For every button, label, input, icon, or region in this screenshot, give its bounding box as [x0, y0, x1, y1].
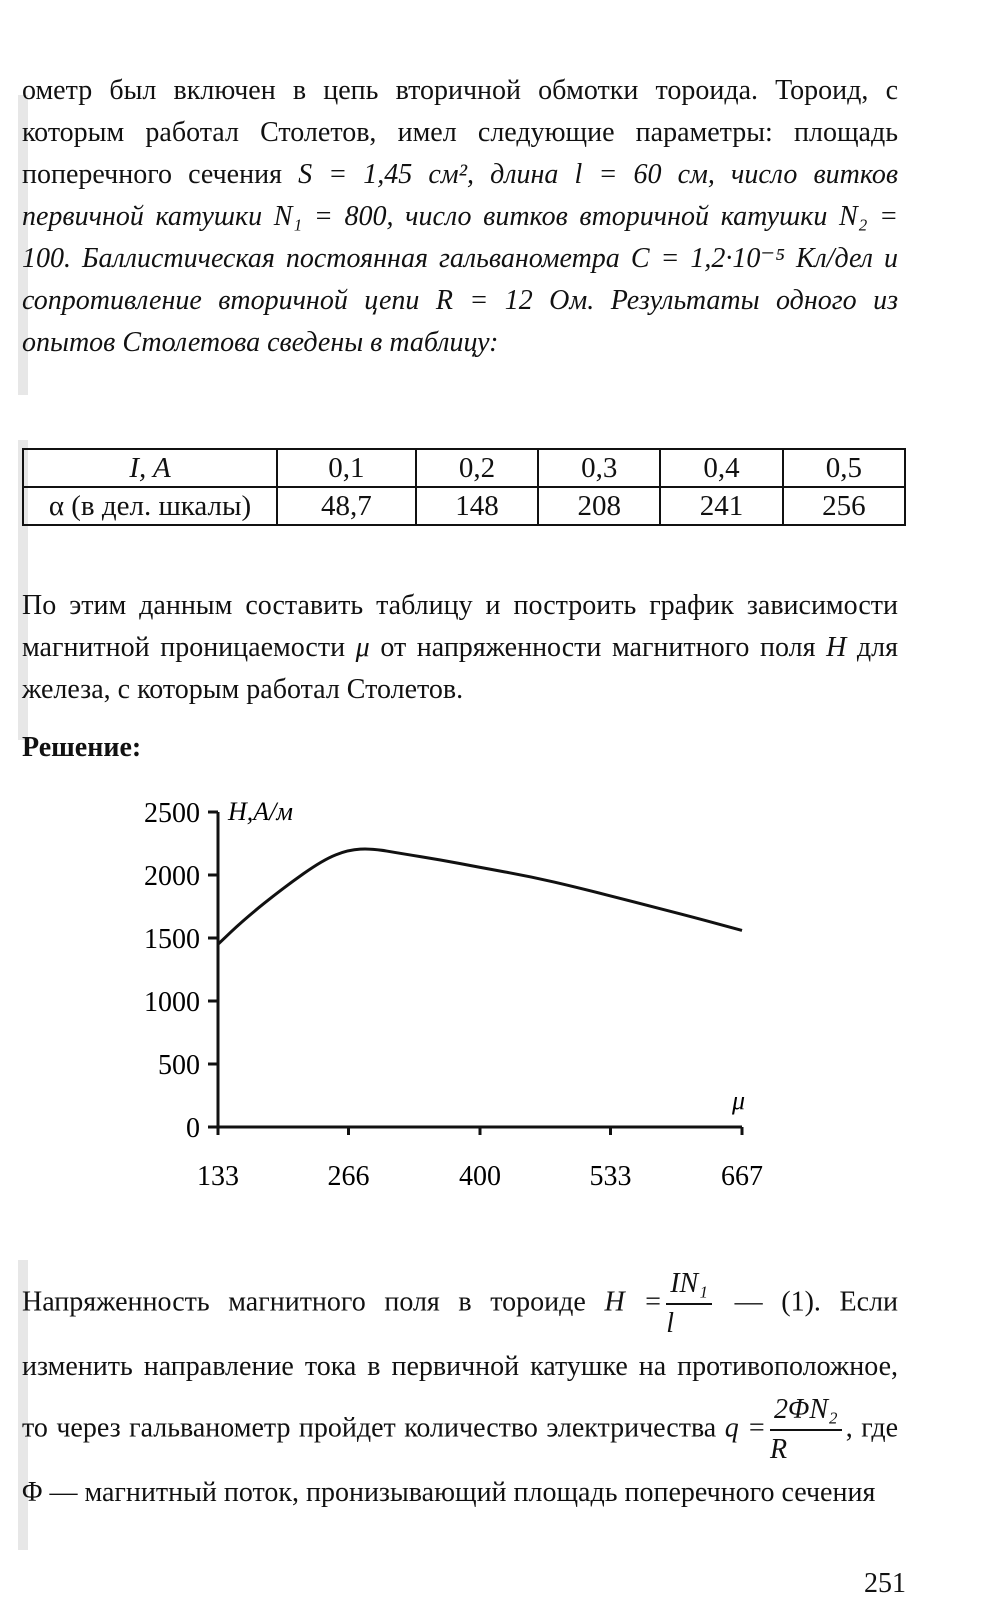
- length-value: l = 60 см, число витков первичной катушки: [22, 159, 899, 232]
- r-value: R = 12 Ом. Результаты одного из опытов Столетова сведены в таблицу:: [22, 285, 898, 358]
- solution-text-part: Напряженность магнитного поля в тороиде: [22, 1286, 586, 1318]
- chart-axes: [218, 812, 742, 1127]
- n2-value: N₂ = 100. Баллистическая постоянная гальванометра: [22, 201, 899, 274]
- h-vs-mu-chart: [110, 800, 810, 1200]
- x-axis-label: μ: [732, 1086, 746, 1115]
- table-cell: 0,1: [277, 449, 416, 487]
- mu-symbol: μ: [355, 632, 370, 663]
- intro-text: ометр был включен в цепь вторичной обмотки тороида. Тороид, с которым работал Столетов, имел следующие параметры: площадь поперечного сечения: [22, 75, 898, 190]
- task-text: По этим данным составить таблицу и построить график зависимости магнитной проницаемости: [22, 590, 898, 663]
- h-formula: H =: [604, 1286, 663, 1318]
- h-numerator: IN₁: [666, 1265, 712, 1305]
- solution-heading: Решение:: [22, 732, 142, 763]
- area-value: S = 1,45 см², длина: [298, 159, 559, 190]
- y-tick-label: 0: [186, 1113, 200, 1144]
- q-fraction: [770, 1391, 842, 1469]
- table-cell: 0,2: [416, 449, 538, 487]
- x-ticks: [197, 1127, 763, 1192]
- table-cell: 48,7: [277, 487, 416, 525]
- table-cell: 148: [416, 487, 538, 525]
- y-tick-label: 1500: [144, 924, 200, 955]
- measurement-table: [22, 448, 906, 526]
- x-tick-label: 133: [197, 1161, 239, 1192]
- task-text: для железа, с которым работал Столетов.: [22, 632, 898, 705]
- table-cell: 0,4: [660, 449, 782, 487]
- y-axis-label: H,А/м: [228, 800, 293, 826]
- h-symbol: H: [826, 632, 847, 663]
- y-ticks: [144, 800, 218, 1144]
- page-number: 251: [864, 1568, 906, 1599]
- table-cell: 241: [660, 487, 782, 525]
- y-tick-label: 2500: [144, 800, 200, 829]
- x-tick-label: 266: [327, 1161, 370, 1192]
- series-line: [218, 849, 742, 944]
- h-denominator: l: [666, 1308, 675, 1339]
- task-text: от напряженности магнитного поля: [380, 632, 816, 663]
- table-cell: 0,5: [783, 449, 905, 487]
- x-tick-label: 667: [721, 1161, 763, 1192]
- dash: —: [734, 1286, 763, 1318]
- h-fraction: [666, 1265, 712, 1343]
- solution-text: [22, 1265, 898, 1517]
- n1-value: N₁ = 800, число витков вторичной катушки: [273, 201, 828, 232]
- q-formula: q =: [724, 1412, 767, 1444]
- solution-text-part: (1). Если изменить направление тока в первичной катушке на противоположное, то через гальванометр пройдет количество электричества: [22, 1286, 899, 1444]
- table-cell: 0,3: [538, 449, 660, 487]
- problem-statement: [22, 70, 898, 364]
- c-value: C = 1,2·10⁻⁵ Кл/дел и сопротивление вторичной цепи: [22, 243, 898, 316]
- y-tick-label: 1000: [144, 987, 200, 1018]
- x-tick-label: 533: [589, 1161, 632, 1192]
- solution-text-part: , где Φ — магнитный поток, пронизывающий площадь поперечного сечения: [22, 1412, 898, 1508]
- table-row: [23, 449, 905, 487]
- q-numerator: 2ΦN₂: [770, 1391, 842, 1431]
- table-cell: 208: [538, 487, 660, 525]
- alpha-header: α (в дел. шкалы): [23, 487, 277, 525]
- current-header: I, A: [23, 449, 277, 487]
- task-statement: [22, 585, 898, 711]
- table-row: [23, 487, 905, 525]
- x-tick-label: 400: [459, 1161, 501, 1192]
- q-denominator: R: [770, 1434, 788, 1465]
- table-cell: 256: [783, 487, 905, 525]
- y-tick-label: 2000: [144, 861, 200, 892]
- y-tick-label: 500: [158, 1050, 200, 1081]
